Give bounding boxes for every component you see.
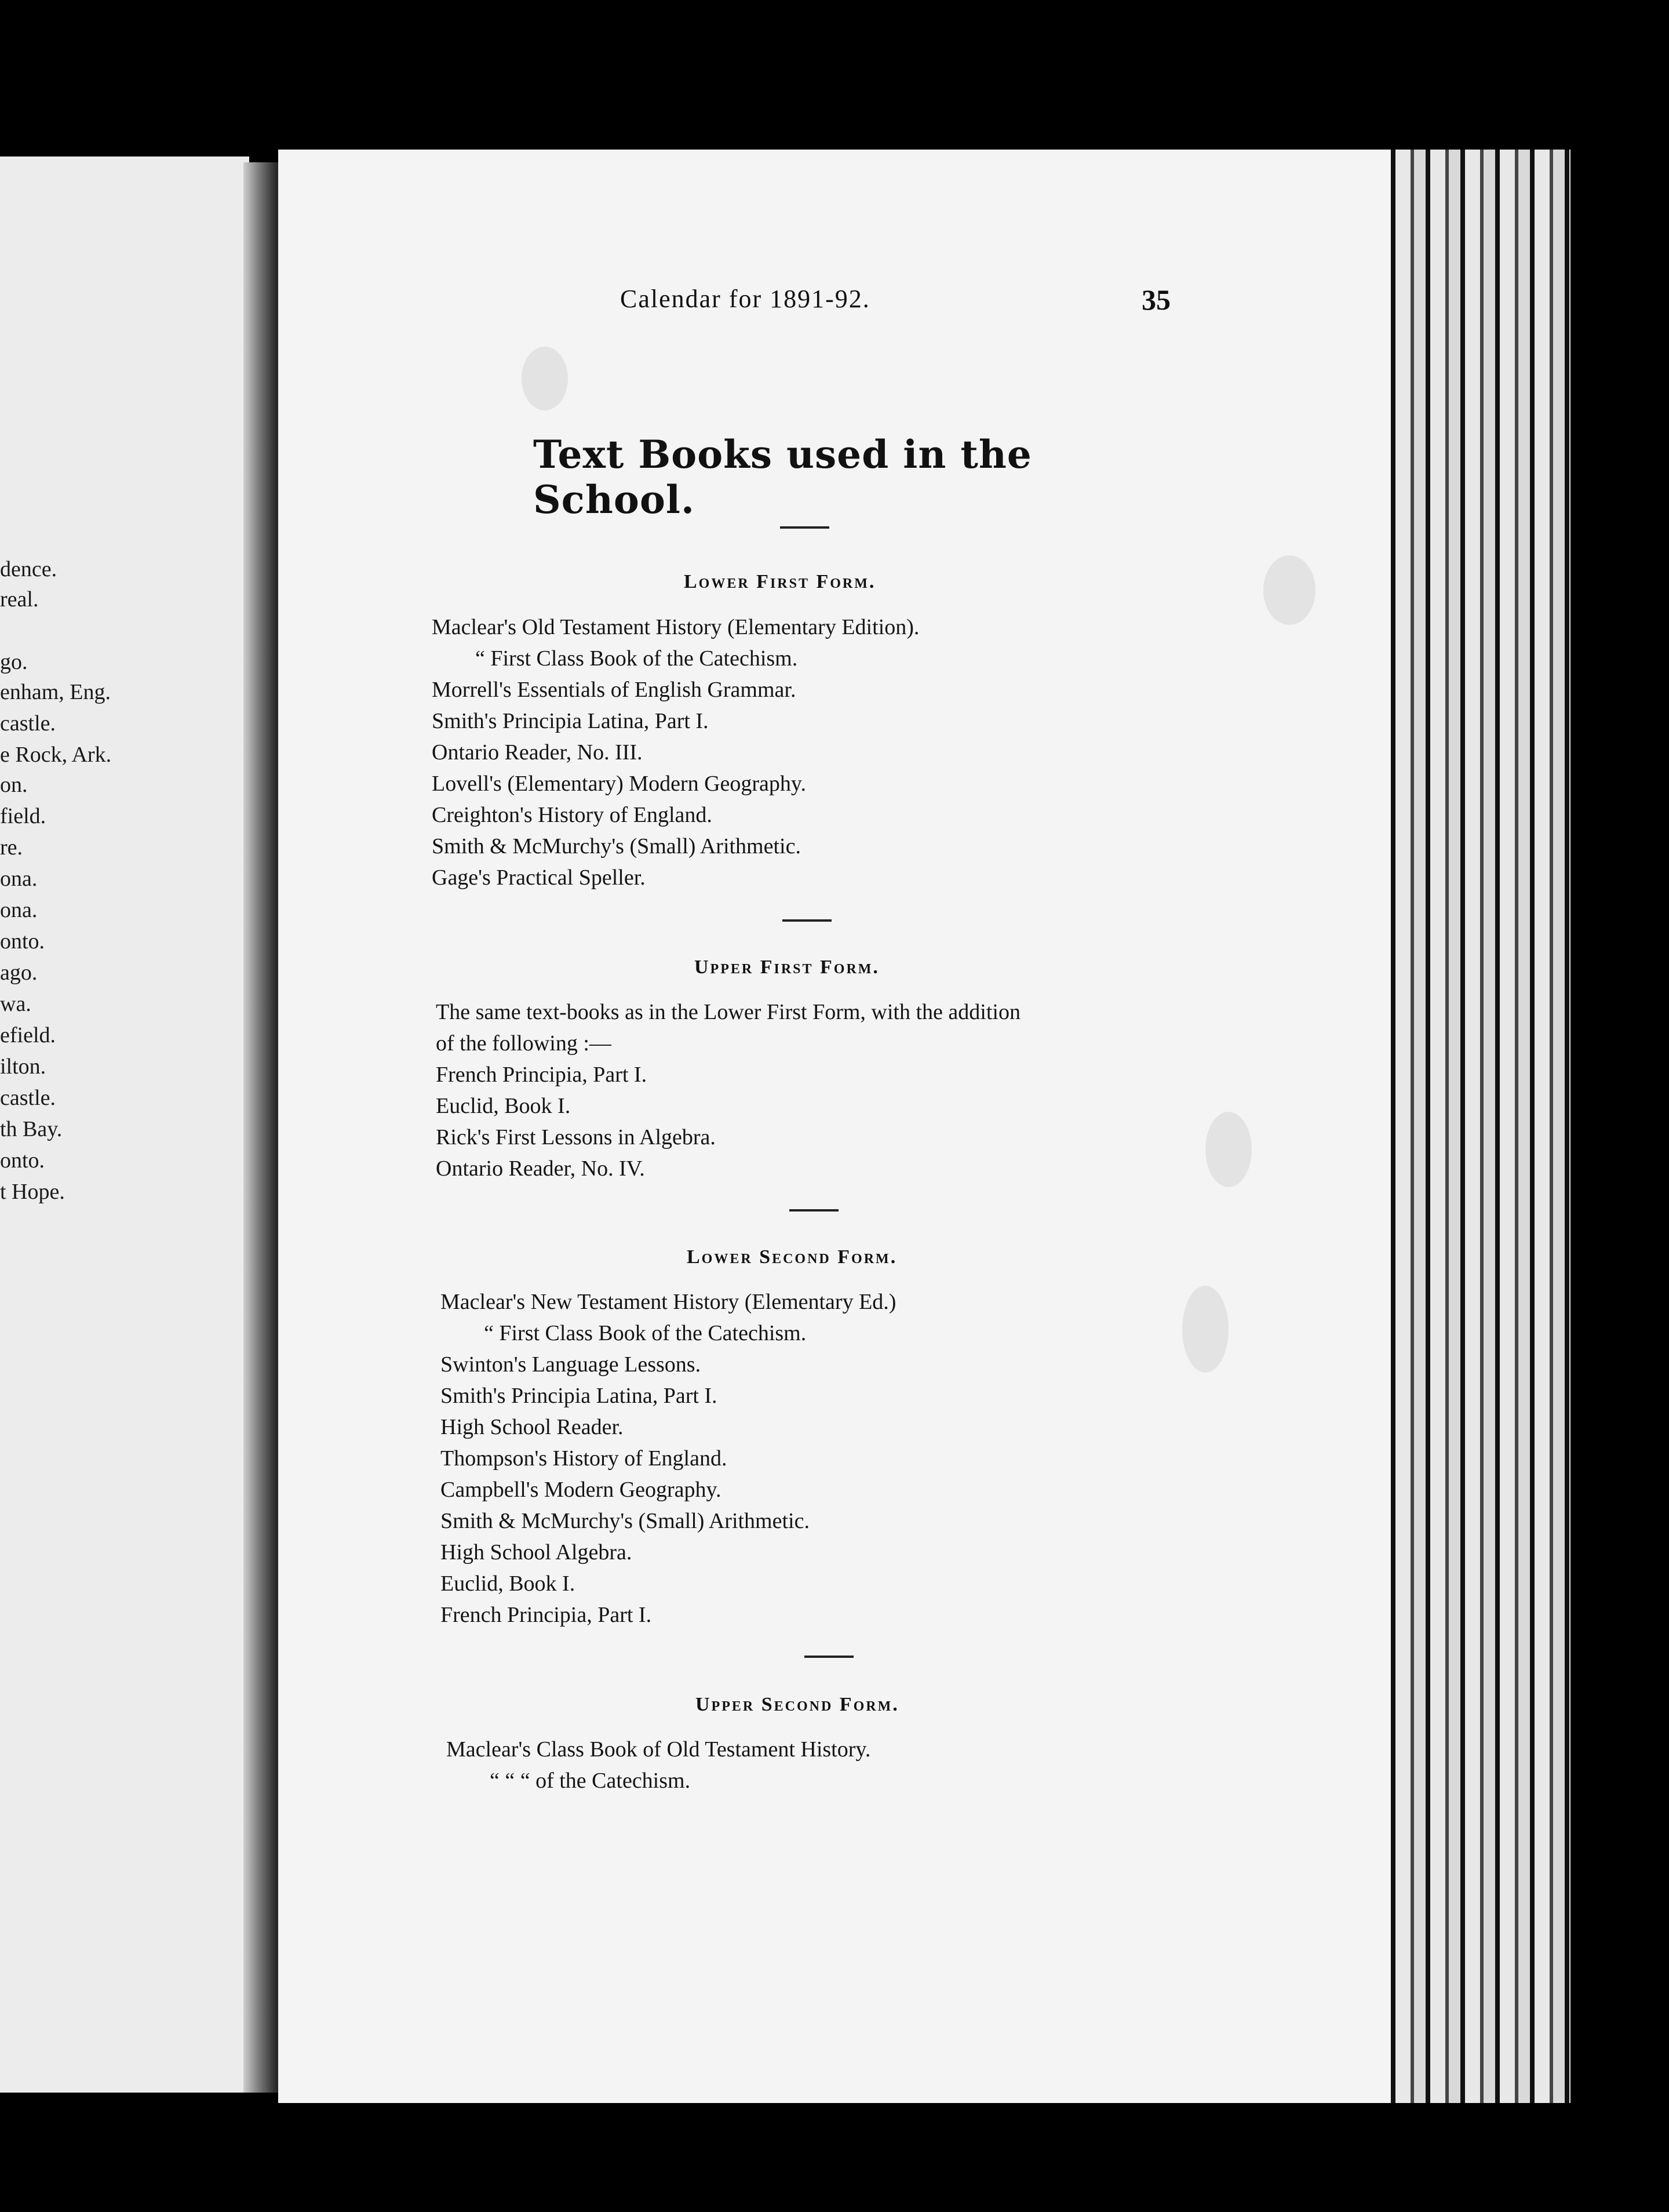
left-page-line: go. bbox=[0, 650, 28, 674]
section-heading: Lower First Form. bbox=[684, 571, 876, 592]
left-page-line: onto. bbox=[0, 1148, 45, 1173]
book-entry: “ First Class Book of the Catechism. bbox=[475, 646, 798, 671]
section-heading: Lower Second Form. bbox=[687, 1246, 898, 1268]
book-entry: The same text-books as in the Lower First Form, with the addition bbox=[436, 1000, 1021, 1024]
book-entry: Ontario Reader, No. IV. bbox=[436, 1156, 645, 1181]
book-entry: Creighton's History of England. bbox=[432, 803, 712, 827]
section-heading: Upper Second Form. bbox=[695, 1694, 899, 1715]
book-entry: of the following :— bbox=[436, 1031, 611, 1056]
left-page-line: dence. bbox=[0, 557, 57, 581]
book-entry: “ “ “ of the Catechism. bbox=[490, 1769, 691, 1793]
book-entry: French Principia, Part I. bbox=[440, 1603, 652, 1627]
left-page-line: onto. bbox=[0, 929, 45, 954]
left-page-line: real. bbox=[0, 587, 39, 612]
page-stain bbox=[522, 347, 568, 410]
book-entry: “ First Class Book of the Catechism. bbox=[484, 1321, 807, 1345]
book-entry: Smith & McMurchy's (Small) Arithmetic. bbox=[432, 834, 801, 858]
section-rule bbox=[804, 1656, 854, 1658]
book-entry: High School Reader. bbox=[440, 1415, 624, 1439]
left-page-line: castle. bbox=[0, 711, 56, 736]
left-page-line: ona. bbox=[0, 867, 38, 891]
left-page-line: ona. bbox=[0, 898, 38, 922]
book-entry: Thompson's History of England. bbox=[440, 1446, 727, 1471]
book-entry: Maclear's Class Book of Old Testament History. bbox=[446, 1737, 871, 1762]
left-page-line: on. bbox=[0, 773, 28, 797]
book-entry: Maclear's Old Testament History (Elementary Edition). bbox=[432, 615, 920, 639]
page-edges bbox=[1391, 150, 1570, 2103]
book-entry: Ontario Reader, No. III. bbox=[432, 740, 643, 765]
left-page-line: e Rock, Ark. bbox=[0, 743, 112, 767]
left-page-line: field. bbox=[0, 804, 46, 828]
section-rule bbox=[789, 1209, 839, 1211]
left-page-line: ago. bbox=[0, 961, 38, 985]
book-entry: Lovell's (Elementary) Modern Geography. bbox=[432, 772, 806, 796]
book-entry: Swinton's Language Lessons. bbox=[440, 1352, 701, 1377]
left-page-line: wa. bbox=[0, 992, 31, 1016]
page-title: Text Books used in the School. bbox=[533, 432, 1032, 522]
book-entry: Euclid, Book I. bbox=[436, 1094, 571, 1118]
running-header: Calendar for 1891-92. bbox=[620, 285, 870, 313]
book-entry: Smith & McMurchy's (Small) Arithmetic. bbox=[440, 1509, 810, 1533]
section-heading: Upper First Form. bbox=[694, 956, 880, 978]
left-page-line: t Hope. bbox=[0, 1180, 65, 1204]
book-entry: French Principia, Part I. bbox=[436, 1063, 647, 1087]
left-page-line: ilton. bbox=[0, 1054, 46, 1079]
book-entry: Morrell's Essentials of English Grammar. bbox=[432, 678, 796, 702]
left-page-line: re. bbox=[0, 835, 23, 860]
book-entry: Campbell's Modern Geography. bbox=[440, 1478, 721, 1502]
book-entry: Gage's Practical Speller. bbox=[432, 865, 646, 890]
book-entry: High School Algebra. bbox=[440, 1540, 632, 1565]
page-stain bbox=[1263, 555, 1315, 625]
book-entry: Smith's Principia Latina, Part I. bbox=[440, 1384, 717, 1408]
book-entry: Smith's Principia Latina, Part I. bbox=[432, 709, 709, 733]
section-rule bbox=[782, 919, 832, 922]
page-stain bbox=[1182, 1286, 1229, 1373]
book-entry: Rick's First Lessons in Algebra. bbox=[436, 1125, 716, 1149]
left-page-line: efield. bbox=[0, 1023, 56, 1047]
page-number: 35 bbox=[1142, 283, 1171, 316]
page-stain bbox=[1205, 1112, 1252, 1187]
left-page-line: castle. bbox=[0, 1086, 56, 1110]
section-rule bbox=[780, 526, 829, 529]
left-page-line: enham, Eng. bbox=[0, 680, 111, 704]
book-entry: Maclear's New Testament History (Elementary Ed.) bbox=[440, 1290, 897, 1314]
left-page bbox=[0, 157, 249, 2093]
left-page-line: th Bay. bbox=[0, 1117, 63, 1141]
book-entry: Euclid, Book I. bbox=[440, 1571, 575, 1596]
